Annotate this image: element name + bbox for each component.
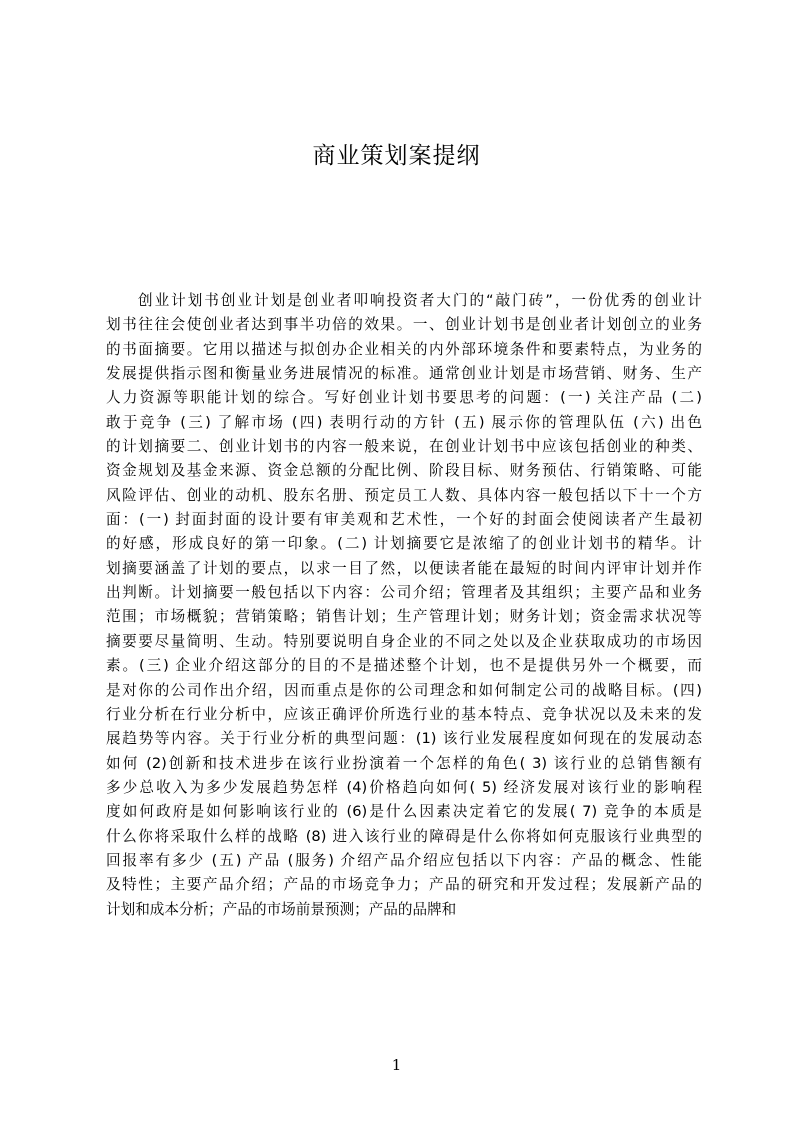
- body-line: 摘要要尽量简明、生动。特别要说明自身企业的不同之处以及企业获取成功的市场因: [106, 632, 702, 650]
- page-title: 商业策划案提纲: [312, 143, 481, 169]
- body-line: 划书往往会使创业者达到事半功倍的效果。一、创业计划书是创业者计划创立的业务: [106, 316, 702, 334]
- body-line: 展趋势等内容。关于行业分析的典型问题：(1) 该行业发展程度如何现在的发展动态: [106, 730, 702, 748]
- page-number: 1: [391, 1056, 402, 1074]
- body-line: 发展提供指示图和衡量业务进展情况的标准。通常创业计划是市场营销、财务、生产: [106, 365, 702, 383]
- body-line: 的好感，形成良好的第一印象。(二) 计划摘要它是浓缩了的创业计划书的精华。计: [106, 535, 702, 553]
- body-line: 划摘要涵盖了计划的要点，以求一目了然，以便读者能在最短的时间内评审计划并作: [106, 559, 702, 577]
- body-line: 及特性；主要产品介绍；产品的市场竞争力；产品的研究和开发过程；发展新产品的: [106, 876, 702, 894]
- body-line: 素。(三) 企业介绍这部分的目的不是描述整个计划，也不是提供另外一个概要，而: [106, 657, 702, 675]
- body-line: 计划和成本分析；产品的市场前景预测；产品的品牌和: [106, 900, 457, 918]
- body-line: 如何 (2)创新和技术进步在该行业扮演着一个怎样的角色( 3) 该行业的总销售额有: [106, 754, 702, 772]
- body-line: 什么你将采取什么样的战略 (8) 进入该行业的障碍是什么你将如何克服该行业典型的: [106, 827, 702, 845]
- body-line: 资金规划及基金来源、资金总额的分配比例、阶段目标、财务预估、行销策略、可能: [106, 462, 702, 480]
- body-line: 风险评估、创业的动机、股东名册、预定员工人数、具体内容一般包括以下十一个方: [106, 486, 702, 504]
- body-line: 多少总收入为多少发展趋势怎样 (4)价格趋向如何( 5) 经济发展对该行业的影响程: [106, 778, 702, 796]
- body-paragraph: [106, 289, 702, 922]
- body-line: 度如何政府是如何影响该行业的 (6)是什么因素决定着它的发展( 7) 竞争的本质是: [106, 803, 702, 821]
- body-line: 行业分析在行业分析中，应该正确评价所选行业的基本特点、竞争状况以及未来的发: [106, 705, 702, 723]
- body-line: 的书面摘要。它用以描述与拟创办企业相关的内外部环境条件和要素特点，为业务的: [106, 340, 702, 358]
- body-line: 是对你的公司作出介绍，因而重点是你的公司理念和如何制定公司的战略目标。(四): [106, 681, 702, 699]
- body-line: 敢于竞争 (三) 了解市场 (四) 表明行动的方针 (五) 展示你的管理队伍 (六) 出色: [106, 413, 702, 431]
- body-line: 人力资源等职能计划的综合。写好创业计划书要思考的问题：(一) 关注产品 (二): [106, 389, 702, 407]
- body-line: 范围；市场概貌；营销策略；销售计划；生产管理计划；财务计划；资金需求状况等: [106, 608, 702, 626]
- body-line: 的计划摘要二、创业计划书的内容一般来说，在创业计划书中应该包括创业的种类、: [106, 438, 702, 456]
- body-line: 出判断。计划摘要一般包括以下内容：公司介绍；管理者及其组织；主要产品和业务: [106, 584, 702, 602]
- body-line: 面：(一) 封面封面的设计要有审美观和艺术性，一个好的封面会使阅读者产生最初: [106, 511, 702, 529]
- body-line: 创业计划书创业计划是创业者叩响投资者大门的“敲门砖”，一份优秀的创业计: [138, 292, 702, 309]
- body-line: 回报率有多少 (五) 产品 (服务) 介绍产品介绍应包括以下内容：产品的概念、性能: [106, 851, 702, 869]
